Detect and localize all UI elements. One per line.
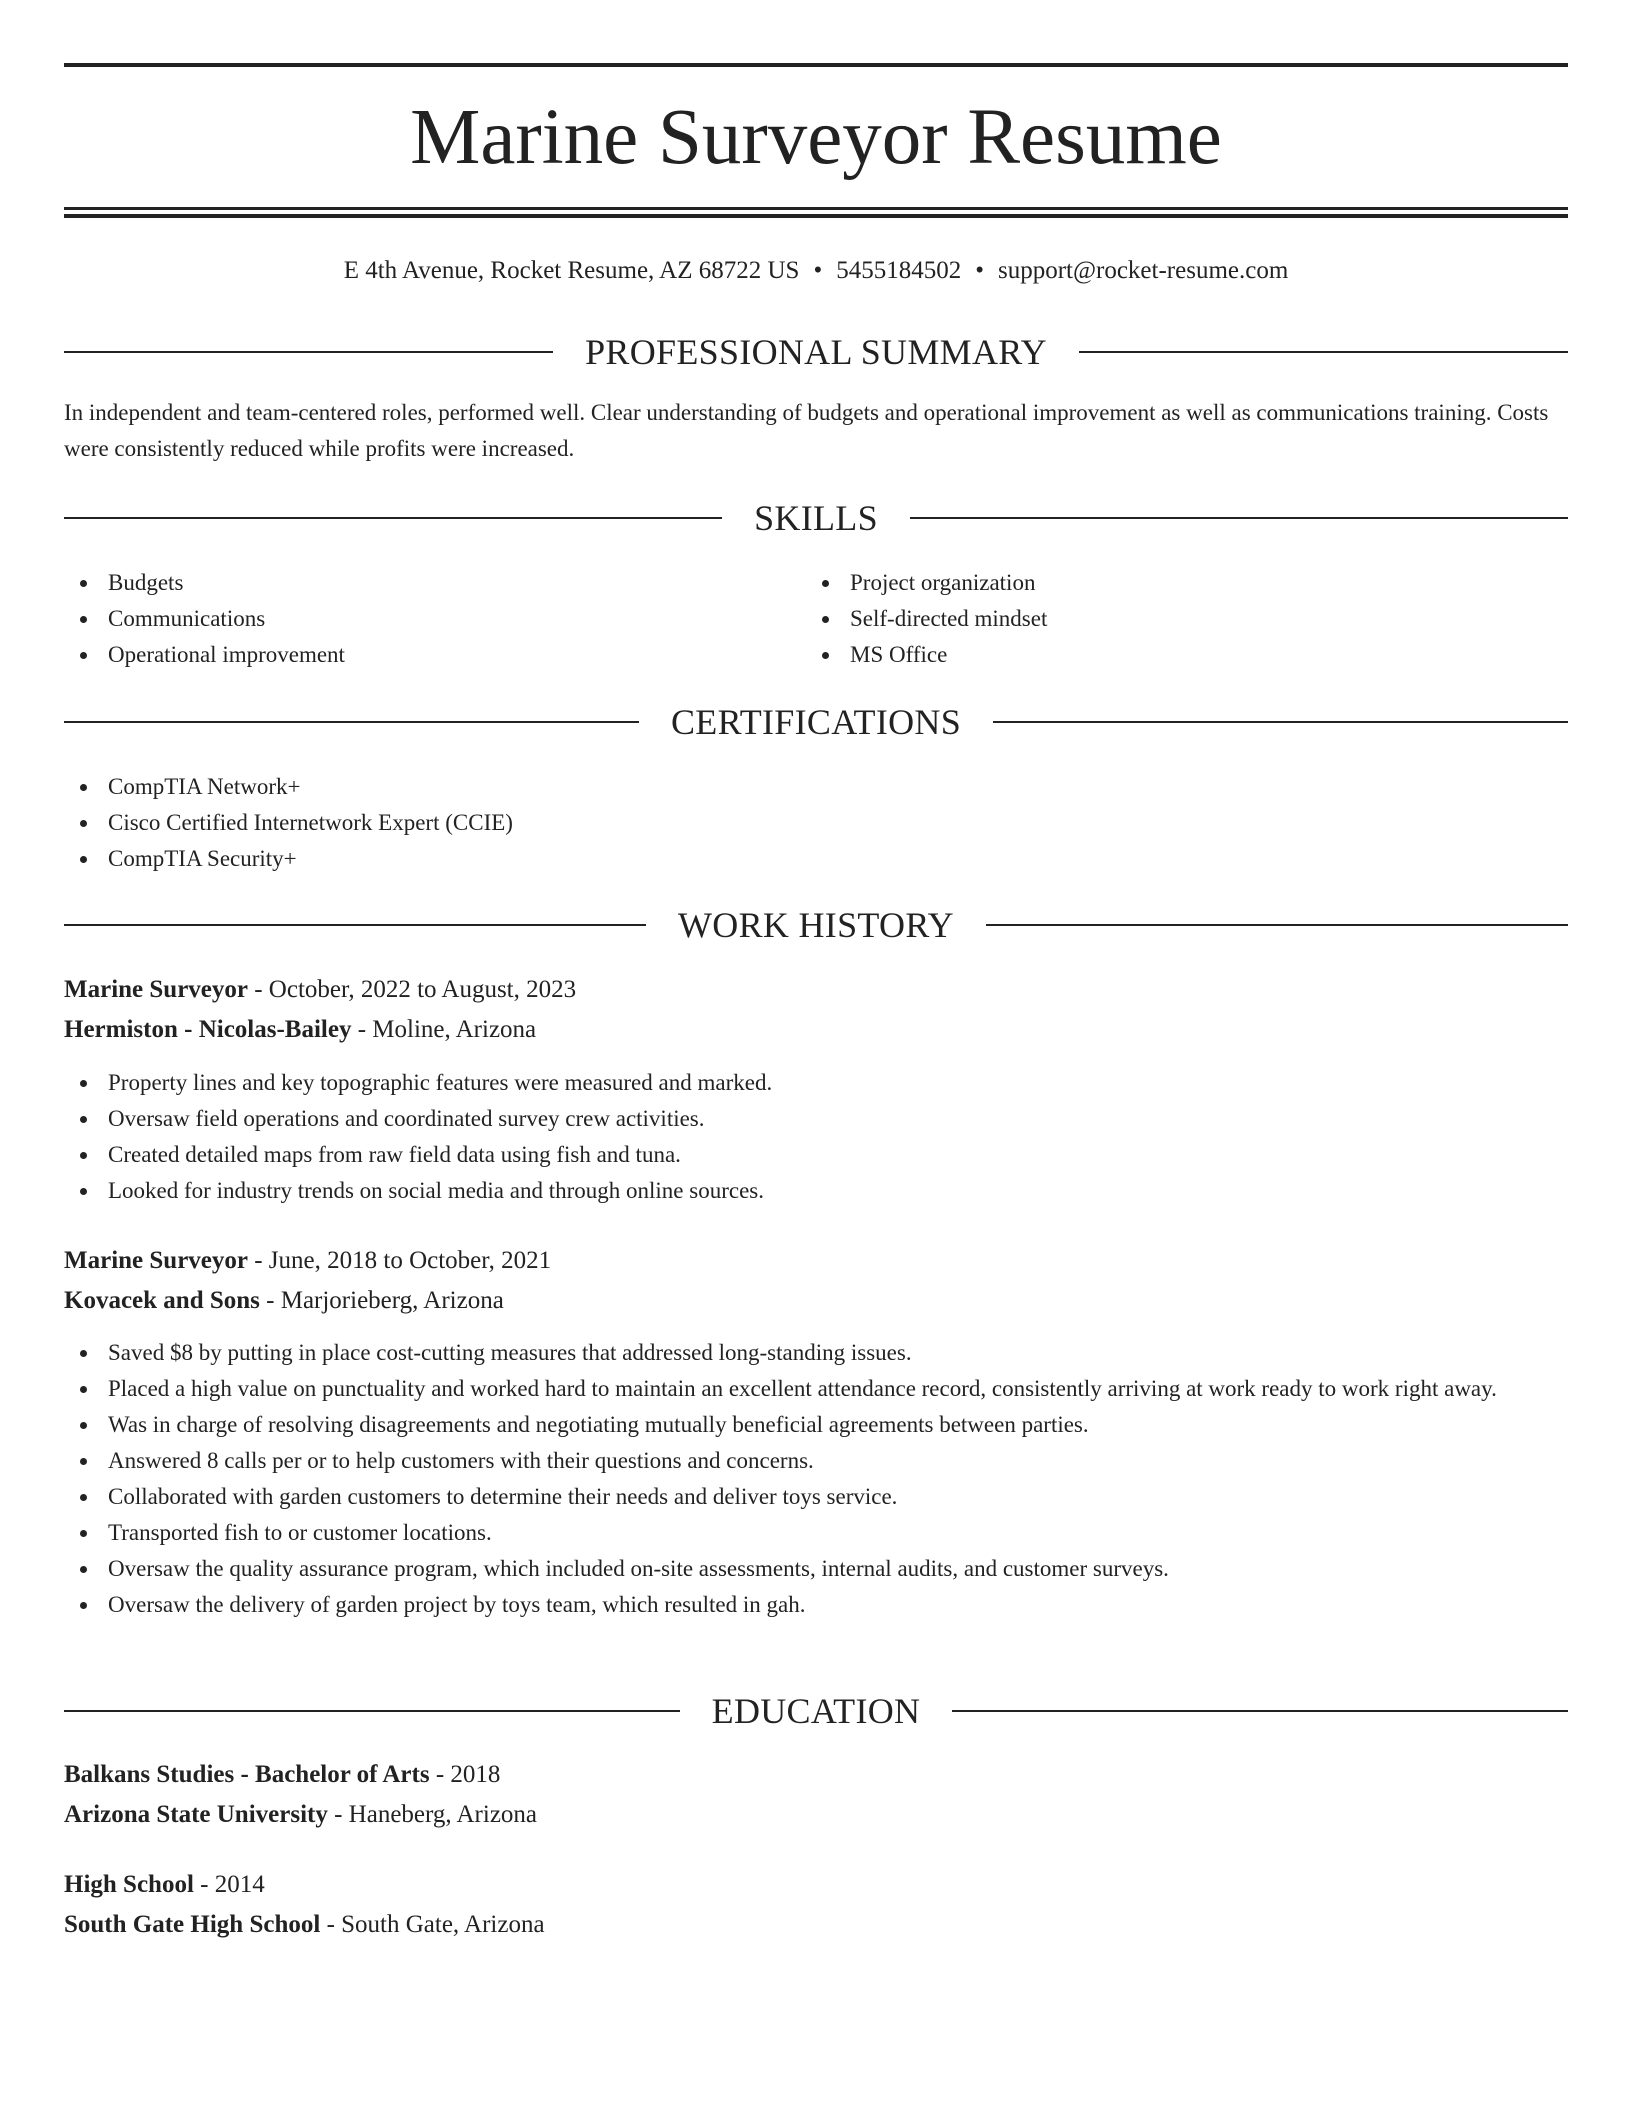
certifications-list — [64, 769, 1568, 877]
title-rule-lower — [64, 214, 1568, 218]
title-rule-upper — [64, 207, 1568, 210]
education-school-line — [64, 1795, 1568, 1835]
job-location: - Marjorieberg, Arizona — [259, 1287, 504, 1314]
work-history-heading — [64, 903, 1568, 947]
contact-separator: • — [975, 257, 984, 284]
job-employer: Hermiston - Nicolas-Bailey — [64, 1016, 352, 1043]
heading-rule — [64, 721, 639, 723]
job-bullet: Oversaw the delivery of garden project by toys team, which resulted in gah. — [64, 1587, 1568, 1623]
contact-phone: 5455184502 — [836, 257, 962, 284]
education-location: - South Gate, Arizona — [320, 1911, 545, 1938]
education-school-line — [64, 1905, 1568, 1945]
top-rule — [64, 63, 1568, 67]
education-school: Arizona State University — [64, 1801, 328, 1828]
job-bullet: Oversaw the quality assurance program, which included on-site assessments, internal audits, and customer surveys. — [64, 1551, 1568, 1587]
education-year: - 2014 — [193, 1871, 265, 1898]
job-bullet: Placed a high value on punctuality and worked hard to maintain an excellent attendance record, consistently arriving at work ready to work right away. — [64, 1371, 1568, 1407]
skill-item: Self-directed mindset — [806, 601, 1566, 637]
education-degree-line — [64, 1755, 1568, 1795]
job-bullet: Answered 8 calls per or to help customers with their questions and concerns. — [64, 1443, 1568, 1479]
section-title: SKILLS — [754, 498, 878, 538]
job-bullets — [64, 1335, 1568, 1623]
heading-rule — [952, 1710, 1568, 1712]
heading-rule — [910, 517, 1568, 519]
job-bullets — [64, 1065, 1568, 1209]
job-title-line — [64, 1241, 1568, 1281]
education-location: - Haneberg, Arizona — [327, 1801, 538, 1828]
job-employer: Kovacek and Sons — [64, 1287, 260, 1314]
skill-item: Project organization — [806, 565, 1566, 601]
certification-item: Cisco Certified Internetwork Expert (CCIE) — [64, 805, 1568, 841]
skills-list-left — [64, 565, 804, 673]
certifications-heading — [64, 700, 1568, 744]
section-title: WORK HISTORY — [678, 905, 954, 945]
skills-list-right — [806, 565, 1566, 673]
section-title: PROFESSIONAL SUMMARY — [585, 332, 1047, 372]
summary-text: In independent and team-centered roles, performed well. Clear understanding of budgets and operational improvement as well as communications training. Costs were consistently reduced while profits were increased. — [64, 400, 1549, 461]
contact-address: E 4th Avenue, Rocket Resume, AZ 68722 US — [343, 257, 800, 284]
job-bullet: Collaborated with garden customers to determine their needs and deliver toys service. — [64, 1479, 1568, 1515]
job-title: Marine Surveyor — [64, 1247, 248, 1274]
heading-rule — [64, 1710, 680, 1712]
heading-rule — [64, 351, 553, 353]
skill-item: Operational improvement — [64, 637, 804, 673]
job-bullet: Created detailed maps from raw field data using fish and tuna. — [64, 1137, 1568, 1173]
skill-item: Budgets — [64, 565, 804, 601]
job-bullet: Saved $8 by putting in place cost-cutting measures that addressed long-standing issues. — [64, 1335, 1568, 1371]
contact-line — [64, 254, 1568, 288]
job-bullet: Looked for industry trends on social media and through online sources. — [64, 1173, 1568, 1209]
job-title-line — [64, 970, 1568, 1010]
contact-separator: • — [813, 257, 823, 284]
skill-item: Communications — [64, 601, 804, 637]
summary-heading — [64, 330, 1568, 374]
contact-email: support@rocket-resume.com — [997, 257, 1289, 284]
job-bullet: Was in charge of resolving disagreements and negotiating mutually beneficial agreements between parties. — [64, 1407, 1568, 1443]
education-degree-line — [64, 1865, 1568, 1905]
job-dates: - October, 2022 to August, 2023 — [247, 976, 577, 1003]
education-heading — [64, 1689, 1568, 1733]
job-title: Marine Surveyor — [64, 976, 248, 1003]
section-title: CERTIFICATIONS — [670, 702, 962, 742]
job-location: - Moline, Arizona — [351, 1016, 537, 1043]
certification-item: CompTIA Security+ — [64, 841, 1568, 877]
heading-rule — [64, 924, 646, 926]
education-year: - 2018 — [429, 1761, 501, 1788]
certification-item: CompTIA Network+ — [64, 769, 1568, 805]
job-bullet: Transported fish to or customer locations. — [64, 1515, 1568, 1551]
section-title: EDUCATION — [711, 1691, 921, 1731]
job-dates: - June, 2018 to October, 2021 — [247, 1247, 552, 1274]
heading-rule — [1079, 351, 1568, 353]
education-degree: High School — [64, 1871, 194, 1898]
education-school: South Gate High School — [64, 1911, 321, 1938]
heading-rule — [64, 517, 722, 519]
job-bullet: Property lines and key topographic features were measured and marked. — [64, 1065, 1568, 1101]
resume-title: Marine Surveyor Resume — [410, 94, 1222, 181]
job-employer-line — [64, 1010, 1568, 1050]
skill-item: MS Office — [806, 637, 1566, 673]
heading-rule — [986, 924, 1568, 926]
skills-heading — [64, 496, 1568, 540]
education-degree: Balkans Studies - Bachelor of Arts — [64, 1761, 430, 1788]
job-employer-line — [64, 1281, 1568, 1321]
job-bullet: Oversaw field operations and coordinated survey crew activities. — [64, 1101, 1568, 1137]
heading-rule — [993, 721, 1568, 723]
